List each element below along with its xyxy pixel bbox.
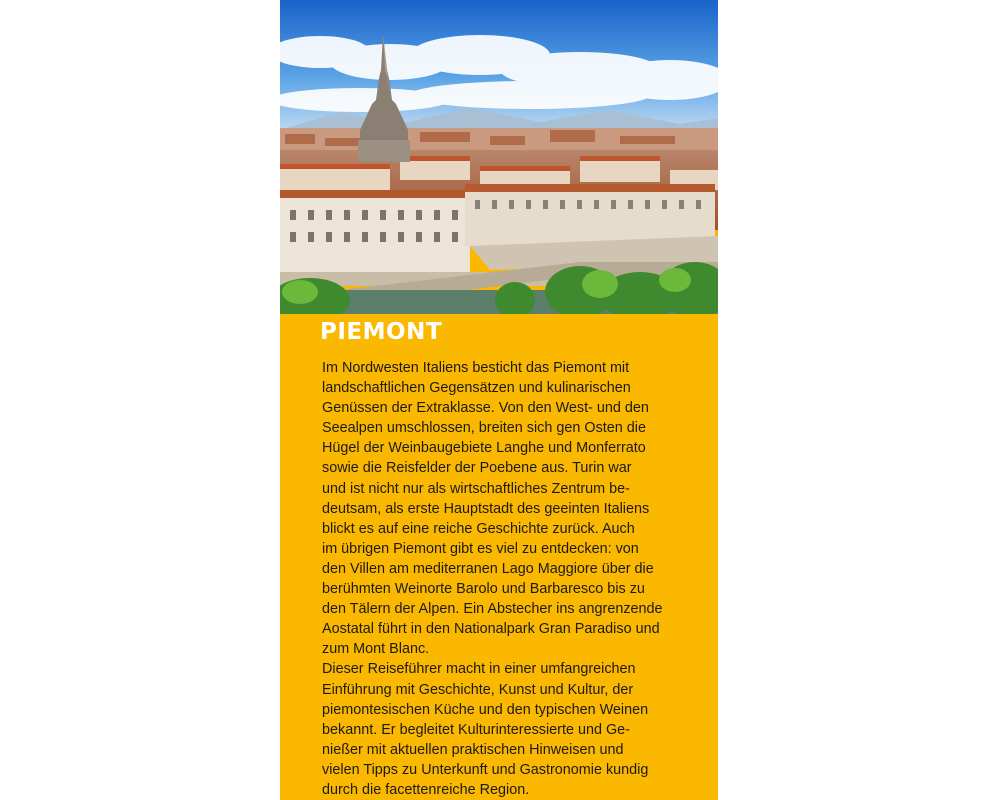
region-title: PIEMONT [320,319,443,345]
blurb-line: den Tälern der Alpen. Ein Abstecher ins angrenzende [322,601,663,618]
blurb-line: Aostatal führt in den Nationalpark Gran Paradiso und [322,621,660,638]
blurb-line: durch die facettenreiche Region. [322,781,530,798]
turin-skyline-photo [280,0,718,314]
blurb-line: deutsam, als erste Hauptstadt des geeinten Italiens [322,500,650,517]
blurb-line: vielen Tipps zu Unterkunft und Gastronomie kundig [322,761,649,778]
blurb-line: piemontesischen Küche und den typischen Weinen [322,701,649,718]
blurb-line: im übrigen Piemont gibt es viel zu entdecken: von [322,540,639,557]
blurb-line: den Villen am mediterranen Lago Maggiore über die [322,560,654,577]
blurb-line: zum Mont Blanc. [322,641,430,658]
blurb-line: blickt es auf eine reiche Geschichte zurück. Auch [322,520,635,537]
blurb-line: und ist nicht nur als wirtschaftliches Zentrum be- [322,480,630,497]
blurb-line: nießer mit aktuellen praktischen Hinweisen und [322,741,624,758]
description-panel [280,314,718,800]
blurb-line: Genüssen der Extraklasse. Von den West- und den [322,400,649,417]
blurb-line: berühmten Weinorte Barolo und Barbaresco bis zu [322,581,645,598]
blurb-line: Im Nordwesten Italiens besticht das Piemont mit [322,360,630,376]
blurb-line: Dieser Reiseführer macht in einer umfangreichen [322,661,636,678]
blurb-line: sowie die Reisfelder der Poebene aus. Turin war [322,460,632,477]
blurb-line: Einführung mit Geschichte, Kunst und Kultur, der [322,681,634,698]
blurb-line: Seealpen umschlossen, breiten sich gen Osten die [322,420,646,437]
blurb-line: Hügel der Weinbaugebiete Langhe und Monferrato [322,440,646,457]
blurb-line: landschaftlichen Gegensätzen und kulinarischen [322,380,631,397]
blurb-line: bekannt. Er begleitet Kulturinteressierte und Ge- [322,721,630,738]
book-back-cover [280,0,718,800]
blurb-text [322,358,707,800]
turin-skyline-illustration [280,0,718,314]
